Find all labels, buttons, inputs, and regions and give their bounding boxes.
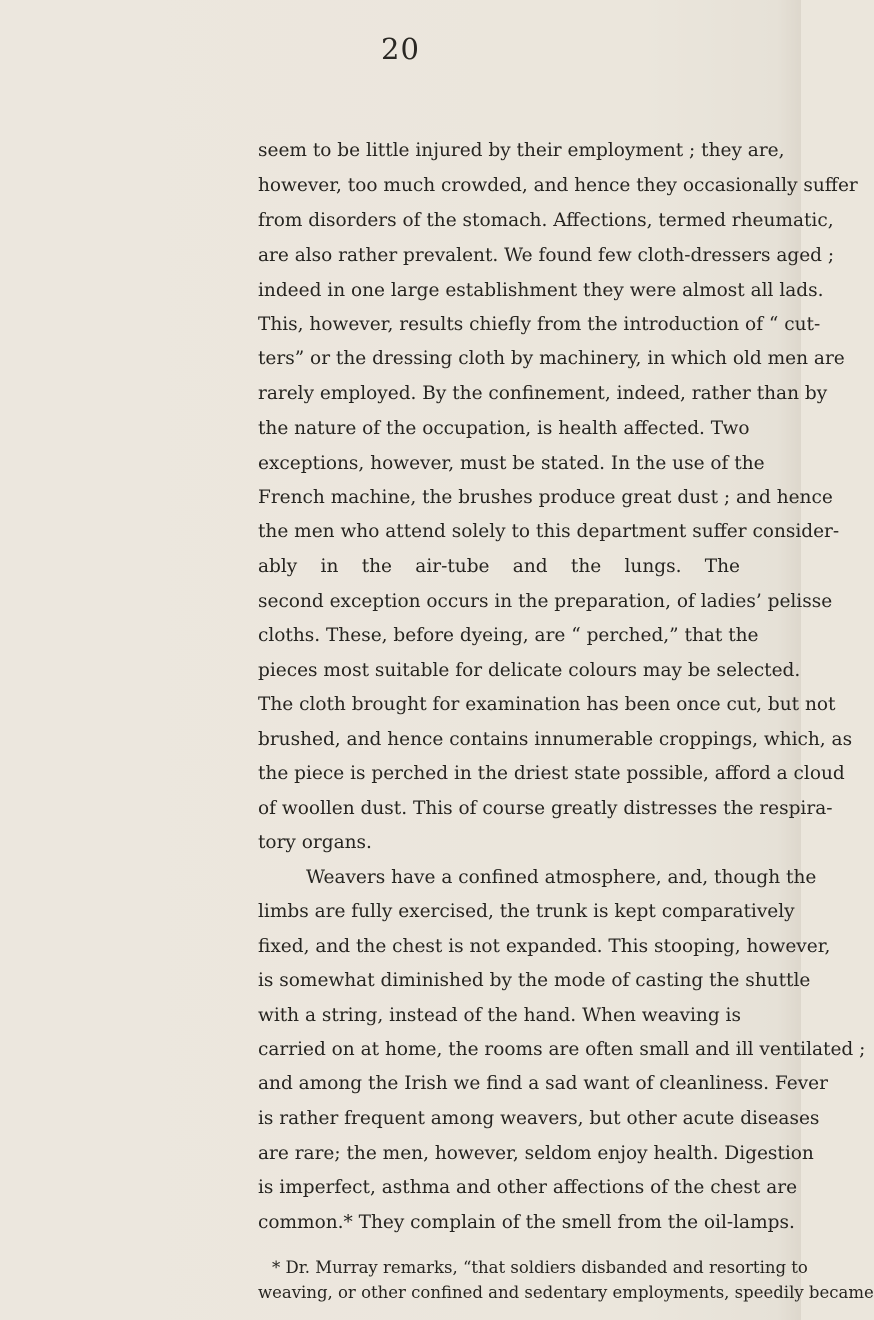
- text-line: and among the Irish we find a sad want of cleanliness. Fever: [258, 1073, 828, 1094]
- text-line: the nature of the occupation, is health affected. Two: [258, 418, 750, 439]
- text-line: ably in the air-tube and the lungs. The: [258, 556, 740, 577]
- footnote-line: * Dr. Murray remarks, “that soldiers disbanded and resorting to: [272, 1258, 808, 1277]
- text-line: is imperfect, asthma and other affections of the chest are: [258, 1177, 798, 1198]
- text-line: The cloth brought for examination has been once cut, but not: [258, 694, 836, 715]
- text-line: is somewhat diminished by the mode of casting the shuttle: [258, 970, 811, 991]
- text-line: pieces most suitable for delicate colours may be selected.: [258, 660, 801, 681]
- text-line: Weavers have a confined atmosphere, and, though the: [306, 867, 817, 888]
- text-line: with a string, instead of the hand. When weaving is: [258, 1005, 741, 1026]
- text-line: tory organs.: [258, 832, 372, 853]
- text-line: indeed in one large establishment they were almost all lads.: [258, 280, 824, 301]
- text-line: of woollen dust. This of course greatly distresses the respira-: [258, 798, 833, 819]
- text-line: cloths. These, before dyeing, are “ perched,” that the: [258, 625, 759, 646]
- text-line: seem to be little injured by their employment ; they are,: [258, 140, 785, 161]
- text-line: fixed, and the chest is not expanded. This stooping, however,: [258, 936, 831, 957]
- text-line: French machine, the brushes produce great dust ; and hence: [258, 487, 833, 508]
- text-line: exceptions, however, must be stated. In the use of the: [258, 453, 765, 474]
- text-line: common.* They complain of the smell from the oil-lamps.: [258, 1212, 795, 1233]
- text-line: from disorders of the stomach. Affections, termed rheumatic,: [258, 210, 834, 231]
- text-line: ters” or the dressing cloth by machinery, in which old men are: [258, 348, 845, 369]
- text-line: rarely employed. By the confinement, indeed, rather than by: [258, 383, 828, 404]
- text-line: limbs are fully exercised, the trunk is kept comparatively: [258, 901, 795, 922]
- text-line: the piece is perched in the driest state possible, afford a cloud: [258, 763, 845, 784]
- text-line: however, too much crowded, and hence they occasionally suffer: [258, 175, 858, 196]
- text-line: This, however, results chiefly from the introduction of “ cut-: [258, 314, 821, 335]
- footnote-line: weaving, or other confined and sedentary employments, speedily became: [258, 1283, 874, 1302]
- text-line: are rare; the men, however, seldom enjoy health. Digestion: [258, 1143, 814, 1164]
- text-line: are also rather prevalent. We found few cloth-dressers aged ;: [258, 245, 835, 266]
- text-line: second exception occurs in the preparation, of ladies’ pelisse: [258, 591, 833, 612]
- text-line: brushed, and hence contains innumerable croppings, which, as: [258, 729, 853, 750]
- text-line: is rather frequent among weavers, but other acute diseases: [258, 1108, 820, 1129]
- page-number: 20: [381, 32, 420, 66]
- text-line: the men who attend solely to this department suffer consider-: [258, 521, 840, 542]
- text-line: carried on at home, the rooms are often small and ill ventilated ;: [258, 1039, 866, 1060]
